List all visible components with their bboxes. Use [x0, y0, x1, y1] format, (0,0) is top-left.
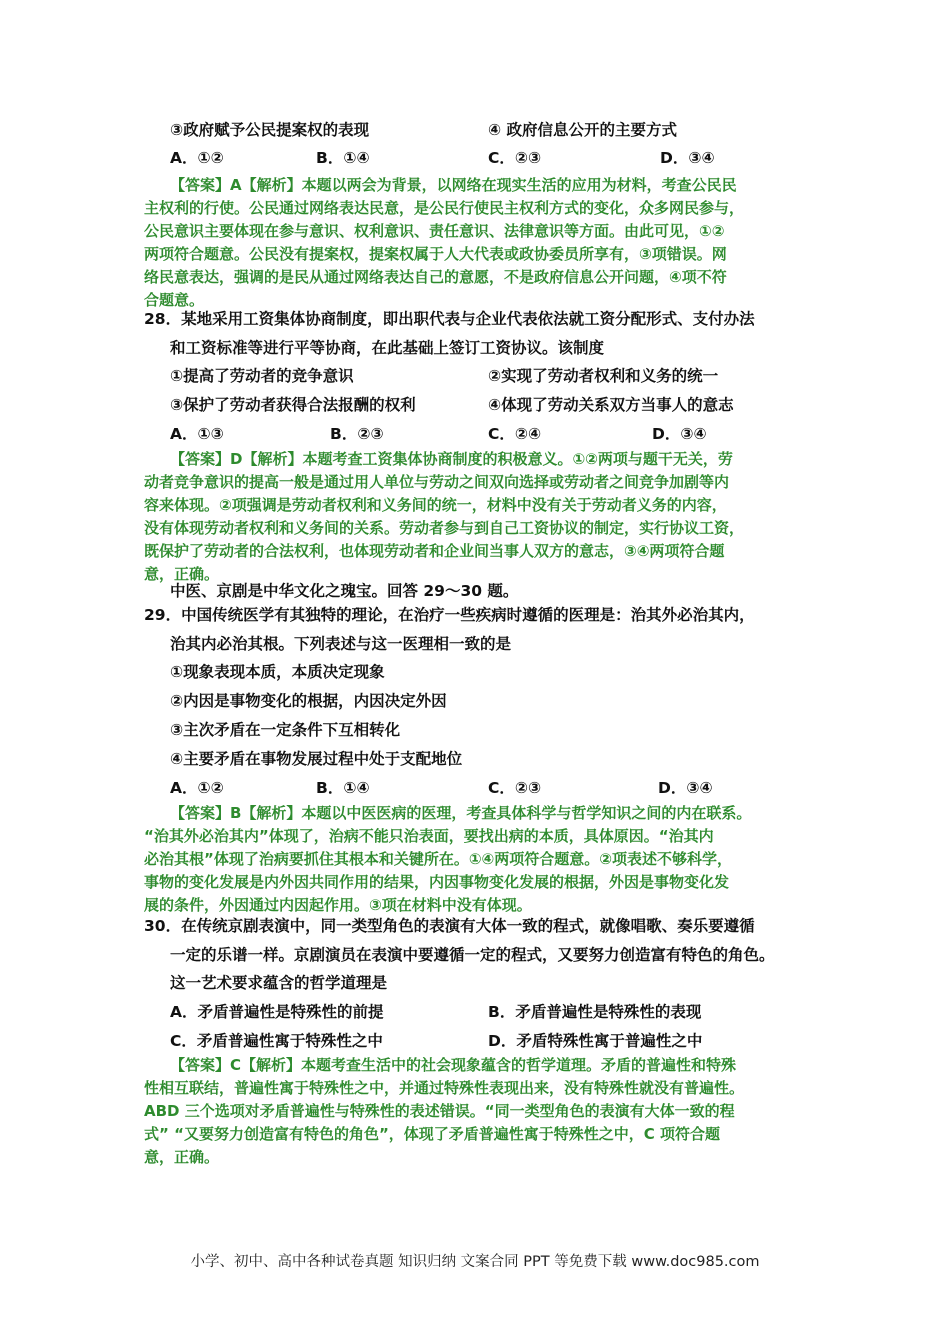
q29-option-4: ④主要矛盾在事物发展过程中处于支配地位	[170, 750, 463, 768]
q28-answer-line: 动者竞争意识的提高一般是通过用人单位与劳动之间双向选择或劳动者之间竞争加剧等内	[144, 473, 730, 491]
q27-answer-line: 络民意表达，强调的是民从通过网络表达自己的意愿，不是政府信息公开问题，④项不符	[144, 268, 727, 286]
q27-answer-line: 主权利的行使。公民通过网络表达民意，是公民行使民主权利方式的变化，众多网民参与，	[144, 199, 745, 217]
q28-answer-line: 意，正确。	[144, 565, 220, 583]
q30-answer-line: 【答案】C【解析】本题考查生活中的社会现象蕴含的哲学道理。矛盾的普遍性和特殊	[170, 1056, 737, 1074]
q29-answer-line: 必治其根”体现了治病要抓住其根本和关键所在。①④两项符合题意。②项表述不够科学，	[144, 850, 732, 868]
q29-answer-line: 【答案】B【解析】本题以中医医病的医理，考查具体科学与哲学知识之间的内在联系。	[170, 804, 752, 822]
q30-option-d: D．矛盾特殊性寓于普遍性之中	[488, 1032, 703, 1050]
q29-choice-b: B．①④	[316, 779, 370, 797]
q30-option-a: A．矛盾普遍性是特殊性的前提	[170, 1003, 384, 1021]
q27-answer-line: 两项符合题意。公民没有提案权，提案权属于人大代表或政协委员所享有，③项错误。网	[144, 245, 727, 263]
q30-stem: 这一艺术要求蕴含的哲学道理是	[170, 974, 388, 992]
q29-answer-line: 事物的变化发展是内外因共同作用的结果，内因事物变化发展的根据，外因是事物变化发	[144, 873, 730, 891]
q30-answer-line: ABD 三个选项对矛盾普遍性与特殊性的表述错误。“同一类型角色的表演有大体一致的程	[144, 1102, 735, 1120]
q30-answer-line: 性相互联结，普遍性寓于特殊性之中，并通过特殊性表现出来，没有特殊性就没有普遍性。	[144, 1079, 745, 1097]
q28-option-4: ④体现了劳动关系双方当事人的意志	[488, 396, 734, 414]
q29-answer-line: 展的条件，外因通过内因起作用。③项在材料中没有体现。	[144, 896, 532, 914]
q29-choice-d: D．③④	[658, 779, 713, 797]
q27-answer-line: 【答案】A【解析】本题以两会为背景，以网络在现实生活的应用为材料，考查公民民	[170, 176, 737, 194]
q27-answer-line: 公民意识主要体现在参与意识、权利意识、责任意识、法律意识等方面。由此可见，①②	[144, 222, 725, 240]
q30-option-c: C．矛盾普遍性寓于特殊性之中	[170, 1032, 383, 1050]
q28-option-3: ③保护了劳动者获得合法报酬的权利	[170, 396, 416, 414]
q30-stem: 30．在传统京剧表演中，同一类型角色的表演有大体一致的程式，就像唱歌、奏乐要遵循	[144, 917, 755, 935]
q27-answer-line: 合题意。	[144, 291, 205, 309]
q28-choice-b: B．②③	[330, 425, 384, 443]
q27-choice-a: A．①②	[170, 149, 224, 167]
q28-choice-c: C．②④	[488, 425, 542, 443]
q28-option-1: ①提高了劳动者的竞争意识	[170, 367, 354, 385]
page-footer: 小学、初中、高中各种试卷真题 知识归纳 文案合同 PPT 等免费下载 www.doc985.com	[190, 1254, 760, 1270]
q30-answer-line: 式” “又要努力创造富有特色的角色”，体现了矛盾普遍性寓于特殊性之中，C 项符合题	[144, 1125, 721, 1143]
q28-choice-d: D．③④	[652, 425, 707, 443]
q27-choice-d: D．③④	[660, 149, 715, 167]
q30-answer-line: 意，正确。	[144, 1148, 220, 1166]
section-intro: 中医、京剧是中华文化之瑰宝。回答 29～30 题。	[170, 582, 519, 600]
q28-option-2: ②实现了劳动者权利和义务的统一	[488, 367, 719, 385]
q29-stem: 治其内必治其根。下列表述与这一医理相一致的是	[170, 635, 512, 653]
q28-answer-line: 容来体现。②项强调是劳动者权利和义务间的统一，材料中没有关于劳动者义务的内容，	[144, 496, 727, 514]
q27-option-4: ④ 政府信息公开的主要方式	[488, 121, 678, 139]
q28-stem: 和工资标准等进行平等协商，在此基础上签订工资协议。该制度	[170, 339, 605, 357]
q29-option-1: ①现象表现本质，本质决定现象	[170, 663, 385, 681]
q29-option-2: ②内因是事物变化的根据，内因决定外因	[170, 692, 447, 710]
q27-option-3: ③政府赋予公民提案权的表现	[170, 121, 370, 139]
q28-stem: 28．某地采用工资集体协商制度，即出职代表与企业代表依法就工资分配形式、支付办法	[144, 310, 755, 328]
q29-stem: 29．中国传统医学有其独特的理论，在治疗一些疾病时遵循的医理是：治其外必治其内，	[144, 606, 755, 624]
q28-answer-line: 既保护了劳动者的合法权利，也体现劳动者和企业间当事人双方的意志，③④两项符合题	[144, 542, 725, 560]
q27-choice-b: B．①④	[316, 149, 370, 167]
q30-option-b: B．矛盾普遍性是特殊性的表现	[488, 1003, 702, 1021]
q27-choice-c: C．②③	[488, 149, 542, 167]
q29-answer-line: “治其外必治其内”体现了，治病不能只治表面，要找出病的本质，具体原因。“治其内	[144, 827, 714, 845]
q28-answer-line: 【答案】D【解析】本题考查工资集体协商制度的积极意义。①②两项与题干无关，劳	[170, 450, 733, 468]
q29-option-3: ③主次矛盾在一定条件下互相转化	[170, 721, 401, 739]
q29-choice-a: A．①②	[170, 779, 224, 797]
q30-stem: 一定的乐谱一样。京剧演员在表演中要遵循一定的程式，又要努力创造富有特色的角色。	[170, 946, 775, 964]
q29-choice-c: C．②③	[488, 779, 542, 797]
q28-answer-line: 没有体现劳动者权利和义务间的关系。劳动者参与到自己工资协议的制定，实行协议工资，	[144, 519, 745, 537]
q28-choice-a: A．①③	[170, 425, 224, 443]
